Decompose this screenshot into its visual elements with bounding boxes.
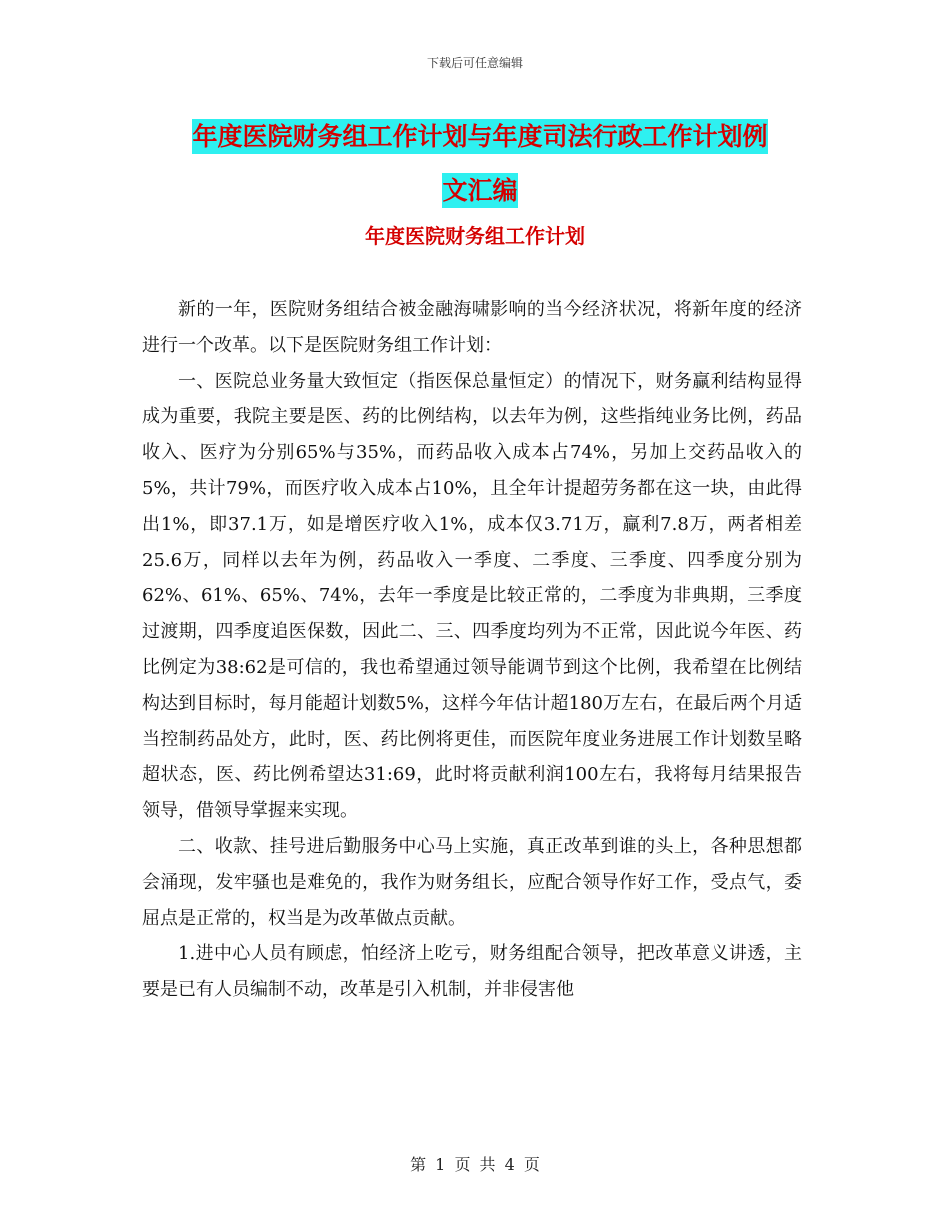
paragraph-item-1: 1.进中心人员有顾虑，怕经济上吃亏，财务组配合领导，把改革意义讲透，主要是已有人员编制不动，改革是引入机制，并非侵害他 (142, 943, 802, 1001)
paragraph-one: 一、医院总业务量大致恒定（指医保总量恒定）的情况下，财务赢利结构显得成为重要，我院主要是医、药的比例结构，以去年为例，这些指纯业务比例，药品收入、医疗为分别65%与35%，而药品收入成本占74%，另加上交药品收入的5%，共计79%，而医疗收入成本占10%，且全年计提超劳务都在这一块，由此得出1%，即37.1万，如是增医疗收入1%，成本仅3.71万，赢利7.8万，两者相差25.6万，同样以去年为例，药品收入一季度、二季度、三季度、四季度分别为62%、61%、65%、74%，去年一季度是比较正常的，二季度为非典期，三季度过渡期，四季度追医保数，因此二、三、四季度均列为不正常，因此说今年医、药比例定为38:62是可信的，我也希望通过领导能调节到这个比例，我希望在比例结构达到目标时，每月能超计划数5%，这样今年估计超180万左右，在最后两个月适当控制药品处方，此时，医、药比例将更佳，而医院年度业务进展工作计划数呈略超状态，医、药比例希望达31:69，此时将贡献利润100左右，我将每月结果报告领导，借领导掌握来实现。 (142, 370, 802, 822)
section-title: 年度医院财务组工作计划 (365, 224, 585, 248)
document-body (142, 292, 802, 1008)
page-number: 第 1 页 共 4 页 (410, 1155, 540, 1174)
page-header-note: 下载后可任意编辑 (426, 56, 523, 70)
title-line-1: 年度医院财务组工作计划与年度司法行政工作计划例 (192, 119, 767, 154)
paragraph-intro: 新的一年，医院财务组结合被金融海啸影响的当今经济状况，将新年度的经济进行一个改革。以下是医院财务组工作计划： (142, 299, 802, 356)
paragraph-two: 二、收款、挂号进后勤服务中心马上实施，真正改革到谁的头上，各种思想都会涌现，发牢骚也是难免的，我作为财务组长，应配合领导作好工作，受点气，委屈点是正常的，权当是为改革做点贡献。 (142, 835, 802, 929)
title-line-2: 文汇编 (442, 173, 517, 208)
document-title (150, 110, 810, 218)
